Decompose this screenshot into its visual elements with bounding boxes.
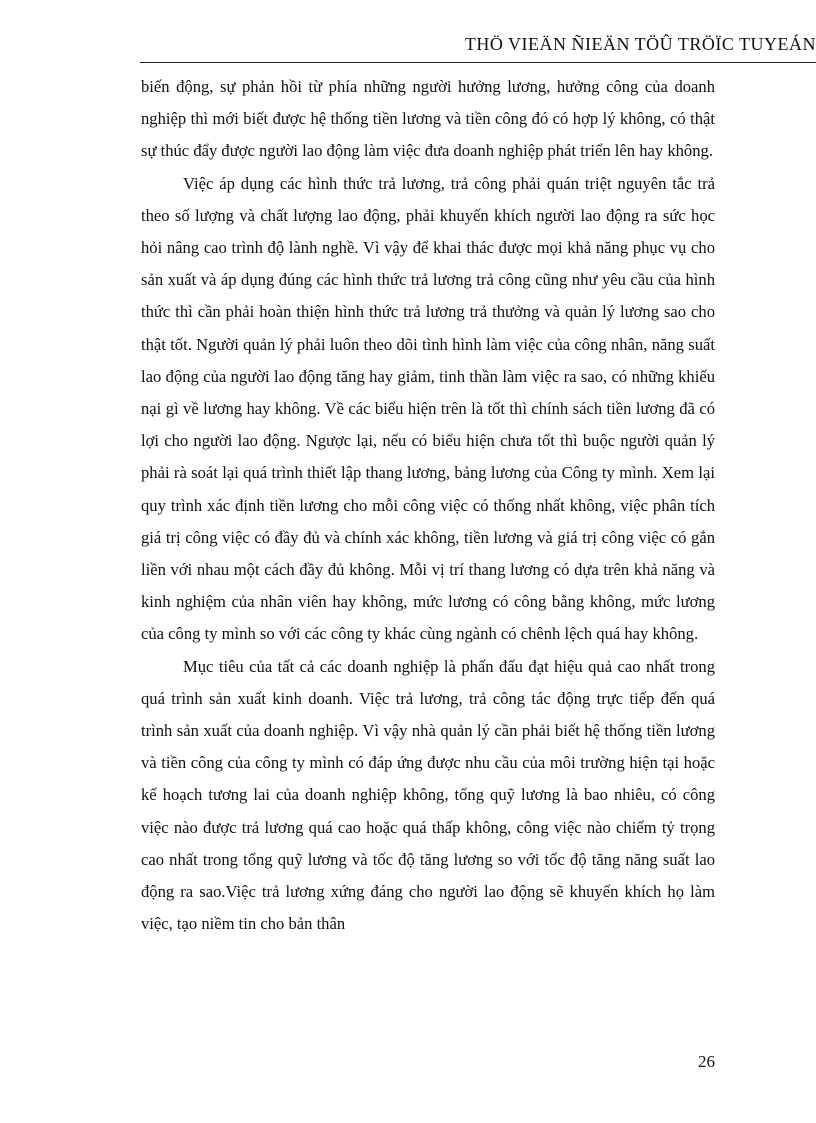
paragraph-2: Việc áp dụng các hình thức trả lương, trả công phải quán triệt nguyên tắc trả theo số lượng và chất lượng lao động, phải khuyến khích người lao động ra sức học hỏi nâng cao trình độ lành nghề. Vì vậy để khai thác được mọi khả năng phục vụ cho sản xuất và áp dụng đúng các hình thức trả lương trả công cũng như yêu cầu của hình thức thì cần phải hoàn thiện hình thức trả lương trả thưởng và quản lý lương sao cho thật tốt. Người quản lý phải luôn theo dõi tình hình làm việc của công nhân, năng suất lao động của người lao động tăng hay giảm, tinh thần làm việc ra sao, có những khiếu nại gì về lương hay không. Về các biểu hiện trên là tốt thì chính sách tiền lương đã có lợi cho người lao động. Ngược lại, nếu có biểu hiện chưa tốt thì buộc người quản lý phải rà soát lại quá trình thiết lập thang lương, bảng lương của Công ty mình. Xem lại quy trình xác định tiền lương cho mỗi công việc có thống nhất không, việc phân tích giá trị công việc có đầy đủ và chính xác không, tiền lương và giá trị công việc có gắn liền với nhau một cách đầy đủ không. Mỗi vị trí thang lương có dựa trên khả năng và kinh nghiệm của nhân viên hay không, mức lương có công bằng không, mức lương của công ty mình so với các công ty khác cùng ngành có chênh lệch quá hay không. xyxy=(141,173,715,644)
header-rule xyxy=(140,62,816,63)
body-text xyxy=(141,71,715,940)
header-title: THÖ VIEÄN ÑIEÄN TÖÛ TRÖÏC TUYEÁN xyxy=(464,34,816,54)
page-number: 26 xyxy=(698,1052,715,1071)
paragraph-1: biến động, sự phản hồi từ phía những người hưởng lương, hưởng công của doanh nghiệp thì mới biết được hệ thống tiền lương và tiền công đó có hợp lý không, có thật sự thúc đẩy được người lao động làm việc đưa doanh nghiệp phát triển lên hay không. xyxy=(141,77,715,161)
paragraph-3: Mục tiêu của tất cả các doanh nghiệp là phấn đấu đạt hiệu quả cao nhất trong quá trình sản xuất kinh doanh. Việc trả lương, trả công tác động trực tiếp đến quá trình sản xuất của doanh nghiệp. Vì vậy nhà quản lý cần phải biết hệ thống tiền lương và tiền công của công ty mình có đáp ứng được nhu cầu của môi trường hiện tại hoặc kế hoạch tương lai của doanh nghiệp không, tổng quỹ lương là bao nhiêu, có công việc nào được trả lương quá cao hoặc quá thấp không, công việc nào chiếm tỷ trọng cao nhất trong tổng quỹ lương và tốc độ tăng lương so với tốc độ tăng năng suất lao động ra sao.Việc trả lương xứng đáng cho người lao động sẽ khuyến khích họ làm việc, tạo niềm tin cho bản thân xyxy=(141,656,715,934)
